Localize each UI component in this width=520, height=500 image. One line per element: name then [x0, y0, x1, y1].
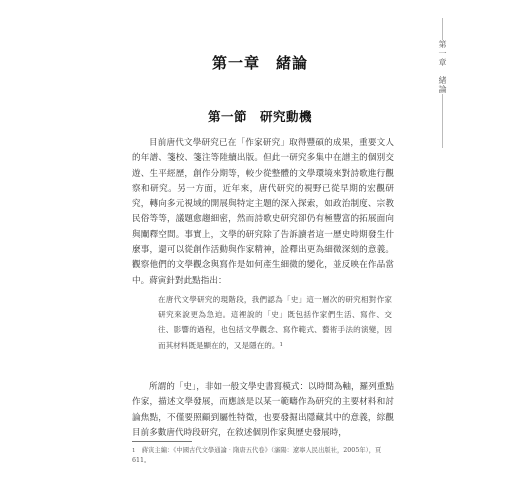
body-paragraph-1: 目前唐代文學研究已在「作家研究」取得豐碩的成果，重要文人的年譜、箋校、箋注等陸續出版。但此一研究多集中在譜主的個別交遊、生平經歷，創作分期等，較少從整體的文學環境來對詩歌進行觀察和研究。另一方面，近年來，唐代研究的視野已從早期的宏觀研究，轉向多元視域的開展與特定主題的深入探索，如政治制度、宗教民俗等等，議題愈趨細密，然而詩歌史研究卻仍有極豐富的拓展面向與闡釋空間。事實上，文學的研究除了告訴讀者這一歷史時期發生什麼事，還可以從創作活動與作家精神，詮釋出更為細微深刻的意義。觀察他們的文學觀念與寫作是如何產生細微的變化，並反映在作品當中。蔣寅針對此點指出：	[132, 138, 394, 286]
footnote-reference: 1	[279, 341, 283, 348]
chapter-margin-tab	[432, 18, 454, 148]
margin-tab-label: 第一章 緒論	[435, 40, 449, 94]
footnote-divider	[132, 441, 192, 442]
block-quote-text: 在唐代文學研究的現階段，我們認為「史」這一層次的研究相對作家研究來說更為急迫。這裡說的「史」既包括作家們生活、寫作、交往、影響的過程，也包括文學觀念、寫作範式、藝術手法的演變，因而其材料既是顯在的，又是隱在的。	[158, 295, 392, 350]
chapter-title: 第一章 緒論	[211, 54, 308, 72]
section-title: 第一節 研究動機	[207, 109, 312, 124]
body-paragraph-2: 所謂的「史」，非如一般文學史書寫模式：以時間為軸，羅列重點作家，描述文學發展，而應該是以某一範疇作為研究的主要材料和討論焦點，不僅要照顧到屬性特徵，也要發掘出隱藏其中的意義，綜觀目前多數唐代時段研究，在敘述個別作家與歷史發展時，	[132, 382, 394, 438]
footnote	[132, 446, 394, 466]
footnote-marker: 1	[132, 448, 136, 454]
footnote-text: 蔣寅主編：《中國古代文學通論‧隋唐五代卷》（瀋陽：遼寧人民出版社，2005年），頁611。	[132, 447, 382, 464]
block-quote	[158, 292, 392, 353]
